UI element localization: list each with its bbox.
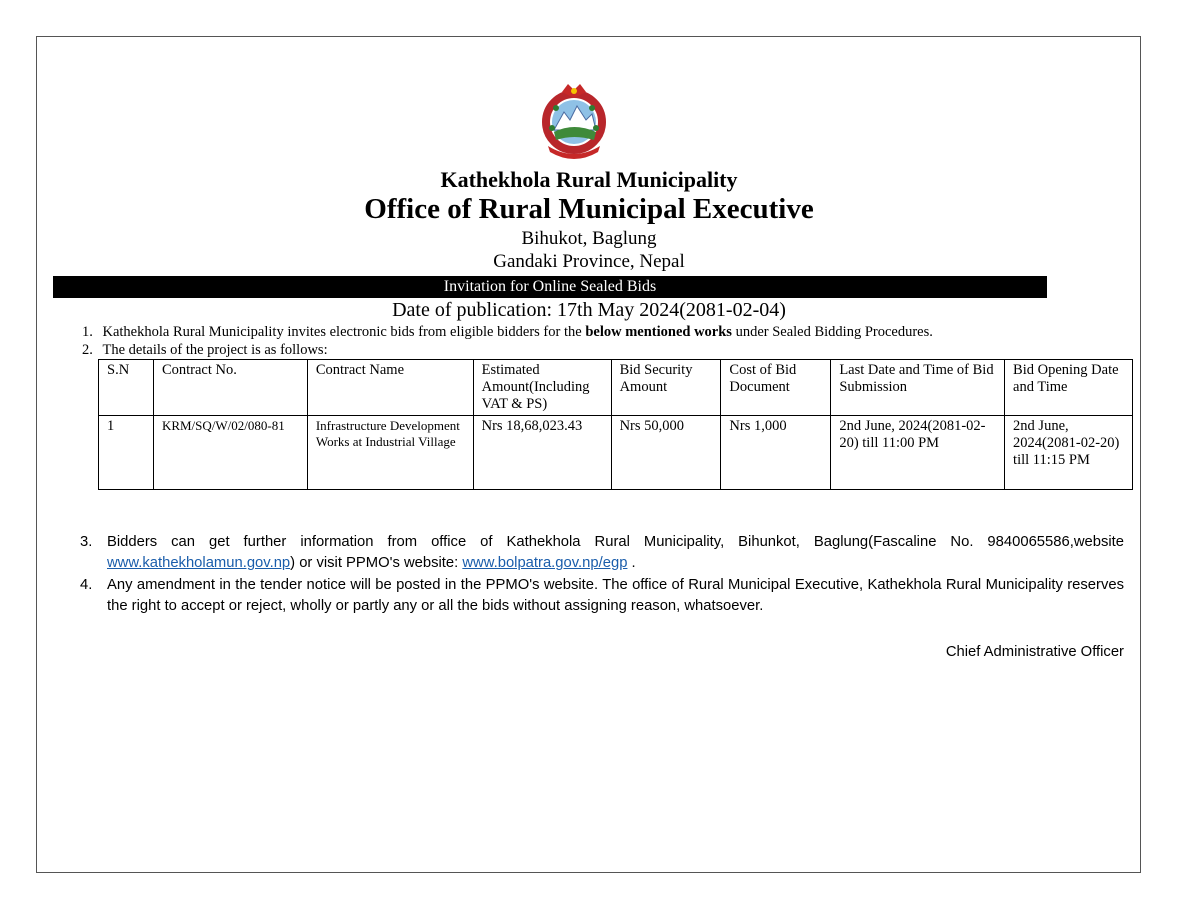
item-3-number: 3.: [80, 534, 93, 550]
item-3-text-mid: ) or visit PPMO's website:: [290, 555, 463, 571]
item-1-number: 1.: [82, 324, 93, 340]
header-cost-of-document: Cost of Bid Document: [721, 360, 831, 416]
header-last-date: Last Date and Time of Bid Submission: [831, 360, 1005, 416]
item-3-text-post: .: [627, 555, 636, 571]
cell-bid-security: Nrs 50,000: [611, 416, 721, 490]
item-2-text: The details of the project is as follows:: [102, 342, 328, 358]
list-item-4: Any amendment in the tender notice will be posted in the PPMO's website. The office of Rural Municipal Executive, Kathekhola Rural Municipality reserves the right to accept or reject, wholly or partly any or all the bids without assigning reason, whatsoever.: [107, 577, 1124, 614]
item-3-text-pre: Bidders can get further information from office of Kathekhola Rural Municipality, Bihunkot, Baglung(Fascaline No. 9840065586,website: [107, 534, 1124, 550]
address-line-1: Bihukot, Baglung: [521, 228, 657, 249]
item-4-number: 4.: [80, 577, 93, 593]
cell-contract-name: Infrastructure Development Works at Industrial Village: [307, 416, 473, 490]
notice-banner: Invitation for Online Sealed Bids: [53, 276, 1047, 298]
bids-table: [98, 359, 1133, 490]
ppmo-website-link[interactable]: www.bolpatra.gov.np/egp: [462, 555, 628, 571]
signature-title: Chief Administrative Officer: [945, 644, 1124, 660]
header-contract-no: Contract No.: [153, 360, 307, 416]
municipality-name: Kathekhola Rural Municipality: [440, 167, 738, 192]
list-item-1: [82, 324, 933, 340]
header-bid-security: Bid Security Amount: [611, 360, 721, 416]
cell-last-date: 2nd June, 2024(2081-02-20) till 11:00 PM: [831, 416, 1005, 490]
nepal-emblem-icon: [540, 82, 608, 166]
publication-date: Date of publication: 17th May 2024(2081-02-04): [392, 299, 786, 321]
list-item-2: [82, 342, 328, 358]
cell-cost-of-document: Nrs 1,000: [721, 416, 831, 490]
table-row: [99, 416, 1133, 490]
cell-opening-date: 2nd June, 2024(2081-02-20) till 11:15 PM: [1005, 416, 1133, 490]
cell-estimated-amount: Nrs 18,68,023.43: [473, 416, 611, 490]
list-item-3: [107, 532, 1124, 574]
office-title: Office of Rural Municipal Executive: [364, 193, 814, 225]
header-estimated-amount: Estimated Amount(Including VAT & PS): [473, 360, 611, 416]
cell-sn: 1: [99, 416, 154, 490]
item-2-number: 2.: [82, 342, 93, 358]
address-line-2: Gandaki Province, Nepal: [493, 251, 685, 272]
item-1-text-bold: below mentioned works: [585, 324, 732, 340]
header-opening-date: Bid Opening Date and Time: [1005, 360, 1133, 416]
item-1-text-post: under Sealed Bidding Procedures.: [731, 324, 933, 340]
header-contract-name: Contract Name: [307, 360, 473, 416]
municipality-website-link[interactable]: www.kathekholamun.gov.np: [107, 555, 291, 571]
header-sn: S.N: [99, 360, 154, 416]
cell-contract-no: KRM/SQ/W/02/080-81: [153, 416, 307, 490]
item-1-text-pre: Kathekhola Rural Municipality invites electronic bids from eligible bidders for the: [102, 324, 586, 340]
table-header-row: [99, 360, 1133, 416]
